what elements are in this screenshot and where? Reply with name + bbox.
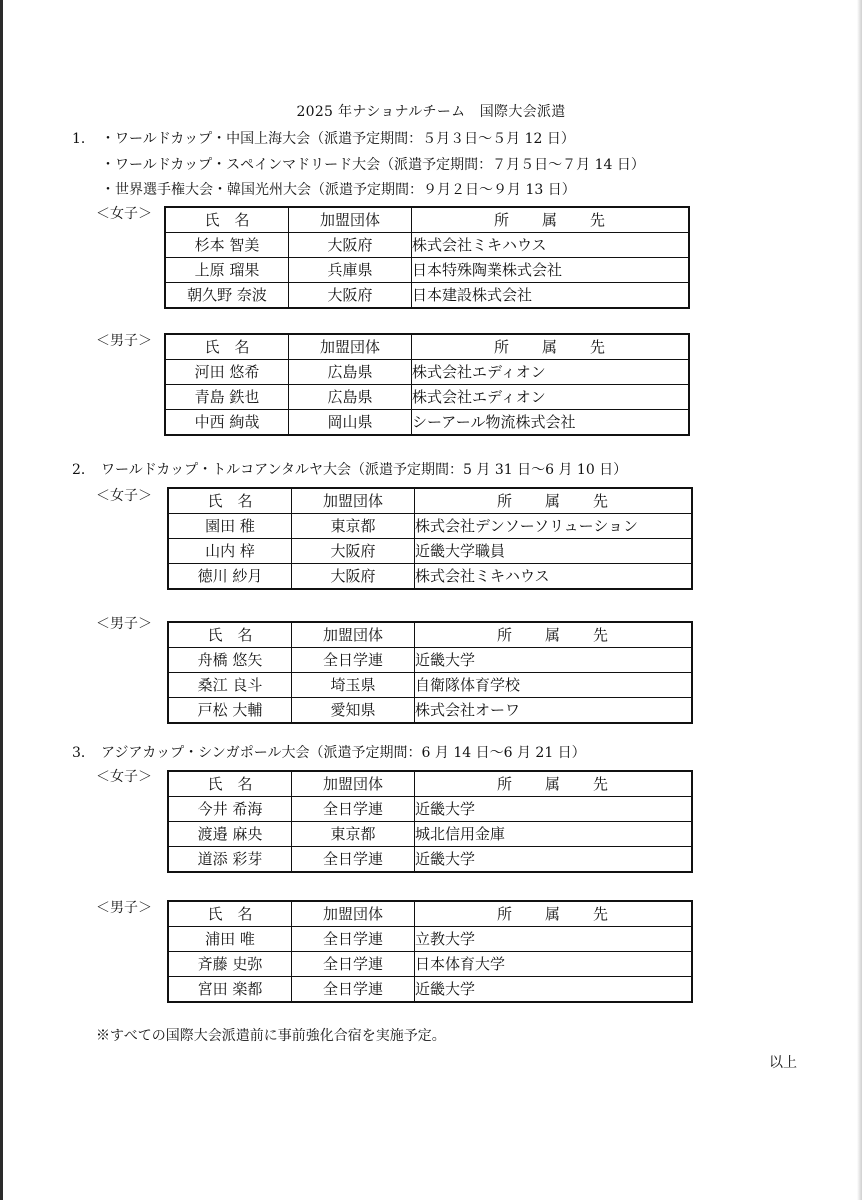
athlete-org: 全日学連	[292, 847, 415, 873]
athlete-name: 山内 梓	[168, 539, 292, 564]
section-2-women-label: ＜女子＞	[96, 488, 152, 504]
section-1-men-label: ＜男子＞	[96, 333, 152, 349]
athlete-name: 宮田 楽都	[168, 977, 292, 1003]
header-org: 加盟団体	[292, 488, 415, 514]
header-affiliation: 所 属 先	[415, 771, 693, 797]
athlete-org: 全日学連	[292, 977, 415, 1003]
table-header-row	[165, 207, 689, 233]
header-affiliation: 所 属 先	[415, 901, 693, 927]
athlete-name: 青島 鉄也	[165, 385, 289, 410]
table-row	[168, 514, 692, 539]
table-row	[168, 927, 692, 952]
athlete-name: 戸松 大輔	[168, 698, 292, 724]
table-row	[168, 977, 692, 1003]
header-org: 加盟団体	[289, 207, 412, 233]
table-header-row	[165, 334, 689, 360]
athlete-affiliation: 株式会社エディオン	[412, 385, 690, 410]
athlete-org: 広島県	[289, 385, 412, 410]
athlete-affiliation: 近畿大学	[415, 977, 693, 1003]
athlete-affiliation: 近畿大学	[415, 847, 693, 873]
athlete-affiliation: 城北信用金庫	[415, 822, 693, 847]
section-1-event-1: ・ワールドカップ・中国上海大会（派遣予定期間：５月３日～５月 12 日）	[101, 131, 575, 147]
athlete-affiliation: 自衛隊体育学校	[415, 673, 693, 698]
athlete-org: 愛知県	[292, 698, 415, 724]
athlete-org: 全日学連	[292, 797, 415, 822]
page-edge-left	[0, 0, 3, 1200]
table-row	[165, 410, 689, 436]
athlete-org: 大阪府	[292, 539, 415, 564]
section-3-men-label: ＜男子＞	[96, 900, 152, 916]
athlete-affiliation: 日本建設株式会社	[412, 283, 690, 309]
section-1-women-label: ＜女子＞	[96, 206, 152, 222]
athlete-name: 今井 希海	[168, 797, 292, 822]
header-name: 氏 名	[168, 488, 292, 514]
section-1-women-table	[164, 206, 690, 309]
header-name: 氏 名	[168, 771, 292, 797]
athlete-affiliation: シーアール物流株式会社	[412, 410, 690, 436]
athlete-affiliation: 株式会社オーワ	[415, 698, 693, 724]
header-affiliation: 所 属 先	[412, 334, 690, 360]
table-row	[168, 952, 692, 977]
athlete-name: 園田 稚	[168, 514, 292, 539]
header-name: 氏 名	[168, 901, 292, 927]
athlete-name: 浦田 唯	[168, 927, 292, 952]
athlete-org: 兵庫県	[289, 258, 412, 283]
table-row	[165, 360, 689, 385]
athlete-name: 上原 瑠果	[165, 258, 289, 283]
header-affiliation: 所 属 先	[412, 207, 690, 233]
section-3-women-label: ＜女子＞	[96, 769, 152, 785]
athlete-org: 東京都	[292, 514, 415, 539]
athlete-affiliation: 近畿大学	[415, 797, 693, 822]
athlete-name: 道添 彩芽	[168, 847, 292, 873]
athlete-org: 大阪府	[289, 233, 412, 258]
table-header-row	[168, 901, 692, 927]
athlete-affiliation: 日本体育大学	[415, 952, 693, 977]
table-row	[168, 847, 692, 873]
footnote: ※すべての国際大会派遣前に事前強化合宿を実施予定。	[96, 1028, 446, 1044]
athlete-name: 渡邉 麻央	[168, 822, 292, 847]
table-row	[168, 822, 692, 847]
athlete-org: 全日学連	[292, 952, 415, 977]
header-name: 氏 名	[168, 622, 292, 648]
table-header-row	[168, 488, 692, 514]
table-row	[165, 385, 689, 410]
section-3-men-table	[167, 900, 693, 1003]
section-2-men-label: ＜男子＞	[96, 616, 152, 632]
page-edge-right	[857, 0, 862, 1200]
header-affiliation: 所 属 先	[415, 488, 693, 514]
table-row	[165, 233, 689, 258]
header-name: 氏 名	[165, 207, 289, 233]
section-2-event-1: ワールドカップ・トルコアンタルヤ大会（派遣予定期間：5 月 31 日～6 月 10 日）	[101, 462, 628, 478]
header-org: 加盟団体	[292, 901, 415, 927]
athlete-org: 東京都	[292, 822, 415, 847]
athlete-org: 大阪府	[289, 283, 412, 309]
athlete-name: 杉本 智美	[165, 233, 289, 258]
athlete-org: 広島県	[289, 360, 412, 385]
header-name: 氏 名	[165, 334, 289, 360]
table-row	[168, 797, 692, 822]
table-row	[168, 539, 692, 564]
athlete-affiliation: 株式会社デンソーソリューション	[415, 514, 693, 539]
closing-remark: 以上	[769, 1055, 797, 1071]
athlete-name: 中西 絢哉	[165, 410, 289, 436]
header-affiliation: 所 属 先	[415, 622, 693, 648]
table-row	[165, 283, 689, 309]
athlete-name: 桑江 良斗	[168, 673, 292, 698]
athlete-name: 斉藤 史弥	[168, 952, 292, 977]
athlete-affiliation: 近畿大学職員	[415, 539, 693, 564]
header-org: 加盟団体	[292, 622, 415, 648]
athlete-org: 埼玉県	[292, 673, 415, 698]
header-org: 加盟団体	[289, 334, 412, 360]
header-org: 加盟団体	[292, 771, 415, 797]
section-1-event-2: ・ワールドカップ・スペインマドリード大会（派遣予定期間：７月５日～７月 14 日）	[101, 157, 645, 173]
section-1-men-table	[164, 333, 690, 436]
table-row	[168, 698, 692, 724]
athlete-affiliation: 株式会社ミキハウス	[412, 233, 690, 258]
table-row	[168, 564, 692, 590]
table-header-row	[168, 622, 692, 648]
athlete-org: 全日学連	[292, 648, 415, 673]
athlete-affiliation: 日本特殊陶業株式会社	[412, 258, 690, 283]
table-row	[165, 258, 689, 283]
athlete-affiliation: 近畿大学	[415, 648, 693, 673]
document-title: 2025 年ナショナルチーム 国際大会派遣	[296, 104, 566, 120]
athlete-org: 大阪府	[292, 564, 415, 590]
section-3-women-table	[167, 770, 693, 873]
athlete-name: 徳川 紗月	[168, 564, 292, 590]
athlete-name: 舟橋 悠矢	[168, 648, 292, 673]
section-1-event-3: ・世界選手権大会・韓国光州大会（派遣予定期間：９月２日～９月 13 日）	[101, 182, 576, 198]
athlete-affiliation: 株式会社ミキハウス	[415, 564, 693, 590]
table-row	[168, 648, 692, 673]
athlete-affiliation: 立教大学	[415, 927, 693, 952]
section-3-event-1: アジアカップ・シンガポール大会（派遣予定期間：6 月 14 日～6 月 21 日）	[101, 745, 586, 761]
table-header-row	[168, 771, 692, 797]
athlete-affiliation: 株式会社エディオン	[412, 360, 690, 385]
table-row	[168, 673, 692, 698]
section-3-number: 3．	[72, 745, 95, 761]
section-1-number: 1．	[72, 131, 95, 147]
athlete-name: 河田 悠希	[165, 360, 289, 385]
section-2-number: 2．	[72, 462, 95, 478]
section-2-women-table	[167, 487, 693, 590]
athlete-name: 朝久野 奈波	[165, 283, 289, 309]
section-2-men-table	[167, 621, 693, 724]
athlete-org: 岡山県	[289, 410, 412, 436]
athlete-org: 全日学連	[292, 927, 415, 952]
